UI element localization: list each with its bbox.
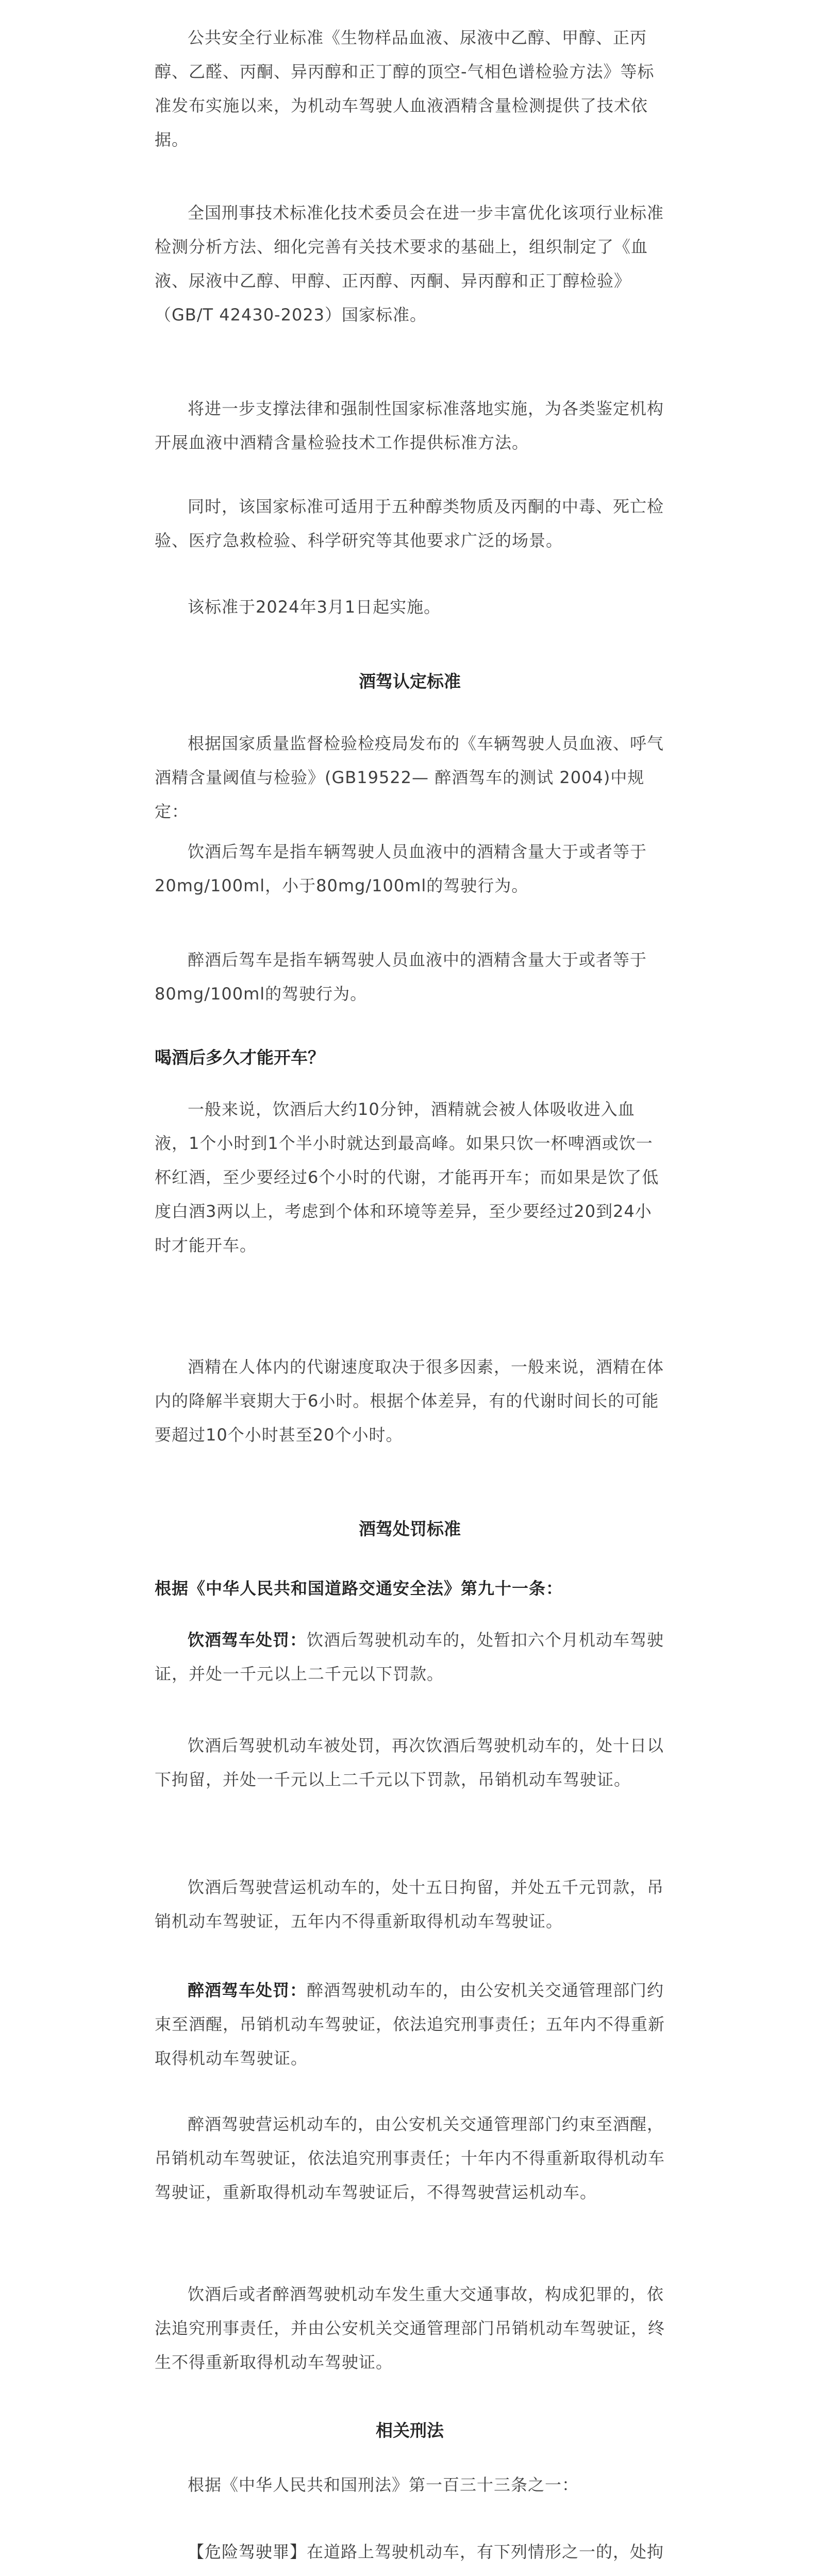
section-title-drunk-standard: 酒驾认定标准 [359,671,461,691]
section-title-wait-time: 喝酒后多久才能开车？ [155,1047,325,1067]
penalty-drunk-driving-label: 醉酒驾车处罚： [188,1980,307,2000]
penalty-commercial-drink-driving: 饮酒后驾驶营运机动车的，处十五日拘留，并处五千元罚款，吊销机动车驾驶证，五年内不得重新取得机动车驾驶证。 [155,1877,664,1931]
intro-paragraph-1: 公共安全行业标准《生物样品血液、尿液中乙醇、甲醇、正丙醇、乙醛、丙酮、异丙醇和正丁醇的顶空-气相色谱检验方法》等标准发布实施以来，为机动车驾驶人血液酒精含量检测提供了技术依据。 [155,28,655,149]
dangerous-driving-label: 【危险驾驶罪】 [188,2542,307,2562]
intro-paragraph-2: 全国刑事技术标准化技术委员会在进一步丰富优化该项行业标准检测分析方法、细化完善有关技术要求的基础上，组织制定了《血液、尿液中乙醇、甲醇、正丙醇、丙酮、异丙醇和正丁醇检验》（GB/T 42430-2023）国家标准。 [155,203,664,325]
drunk-standard-basis: 根据国家质量监督检验检疫局发布的《车辆驾驶人员血液、呼气酒精含量阈值与检验》(GB19522— 醉酒驾车的测试 2004)中规定： [155,734,664,821]
penalty-drunk-driving-text: 醉酒驾驶机动车的，由公安机关交通管理部门约束至酒醒，吊销机动车驾驶证，依法追究刑事责任；五年内不得重新取得机动车驾驶证。 [155,1980,665,2068]
penalty-drink-driving [155,1623,665,1691]
drunk-driving-definition: 醉酒后驾车是指车辆驾驶人员血液中的酒精含量大于或者等于80mg/100ml的驾驶行为。 [155,950,647,1004]
wait-time-paragraph-1: 一般来说，饮酒后大约10分钟，酒精就会被人体吸收进入血液，1个小时到1个半小时就达到最高峰。如果只饮一杯啤酒或饮一杯红酒，至少要经过6个小时的代谢，才能再开车；而如果是饮了低度白酒3两以上，考虑到个体和环境等差异，至少要经过20到24小时才能开车。 [155,1099,659,1255]
penalty-drunk-driving [155,1973,665,2075]
intro-paragraph-4: 同时，该国家标准可适用于五种醇类物质及丙酮的中毒、死亡检验、医疗急救检验、科学研究等其他要求广泛的场景。 [155,497,664,550]
penalty-repeat-drink-driving: 饮酒后驾驶机动车被处罚，再次饮酒后驾驶机动车的，处十日以下拘留，并处一千元以上二千元以下罚款，吊销机动车驾驶证。 [155,1736,664,1789]
dangerous-driving-clause [155,2535,665,2576]
drink-driving-definition: 饮酒后驾车是指车辆驾驶人员血液中的酒精含量大于或者等于20mg/100ml，小于80mg/100ml的驾驶行为。 [155,842,647,895]
penalty-commercial-drunk-driving: 醉酒驾驶营运机动车的，由公安机关交通管理部门约束至酒醒，吊销机动车驾驶证，依法追究刑事责任；十年内不得重新取得机动车驾驶证，重新取得机动车驾驶证后，不得驾驶营运机动车。 [155,2114,665,2202]
dangerous-driving-text: 在道路上驾驶机动车，有下列情形之一的，处拘 [307,2542,664,2562]
penalty-drink-driving-label: 饮酒驾车处罚： [188,1630,307,1650]
section-title-criminal-law: 相关刑法 [376,2420,444,2441]
intro-paragraph-3: 将进一步支撑法律和强制性国家标准落地实施，为各类鉴定机构开展血液中酒精含量检验技术工作提供标准方法。 [155,399,664,452]
penalty-major-accident: 饮酒后或者醉酒驾驶机动车发生重大交通事故，构成犯罪的，依法追究刑事责任，并由公安机关交通管理部门吊销机动车驾驶证，终生不得重新取得机动车驾驶证。 [155,2284,665,2372]
penalty-drink-driving-text: 饮酒后驾驶机动车的，处暂扣六个月机动车驾驶证，并处一千元以上二千元以下罚款。 [155,1630,664,1684]
section-title-penalty: 酒驾处罚标准 [359,1519,461,1539]
wait-time-paragraph-2: 酒精在人体内的代谢速度取决于很多因素，一般来说，酒精在体内的降解半衰期大于6小时。根据个体差异，有的代谢时间长的可能要超过10个小时甚至20个小时。 [155,1357,664,1445]
penalty-law-reference: 根据《中华人民共和国道路交通安全法》第九十一条： [155,1579,563,1598]
intro-paragraph-5: 该标准于2024年3月1日起实施。 [188,597,441,617]
criminal-law-reference: 根据《中华人民共和国刑法》第一百三十三条之一： [188,2475,579,2495]
